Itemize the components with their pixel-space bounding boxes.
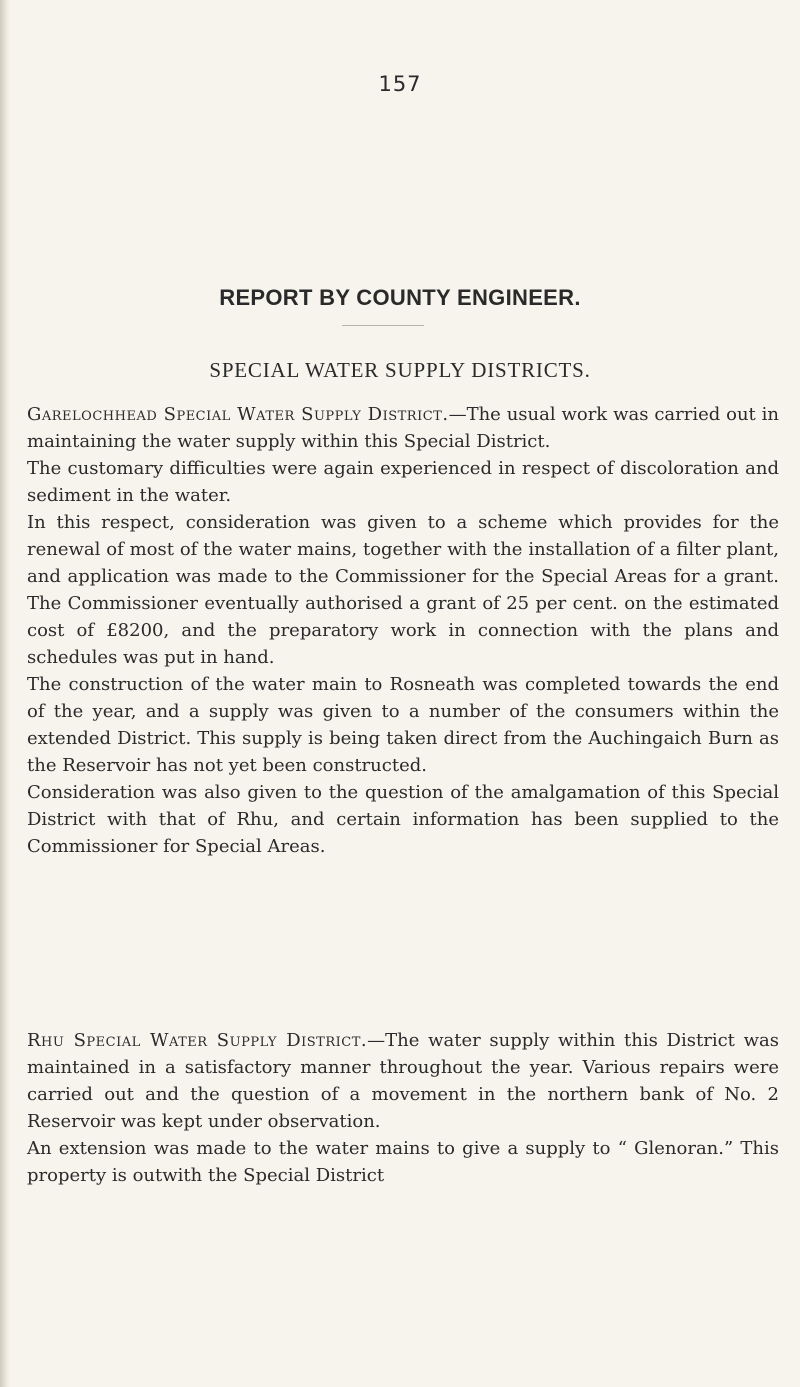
binding-edge [0, 0, 10, 1387]
section-heading: SPECIAL WATER SUPPLY DISTRICTS. [209, 358, 591, 382]
garelochhead-section [27, 401, 779, 860]
garelochhead-paragraph: The customary difficulties were again experienced in respect of discoloration and sediment in the water. [27, 458, 779, 506]
rhu-lead: —The water supply within this District was maintained in a satisfactory manner throughout the year. Various repairs were carried out and the question of a movement in the northern bank of No. 2 Reservoir was kept under observation. [27, 1030, 779, 1132]
rhu-paragraph: An extension was made to the water mains to give a supply to “ Glenoran.” This property is outwith the Special District [27, 1138, 779, 1186]
garelochhead-heading: Garelochhead Special Water Supply District. [27, 404, 449, 425]
garelochhead-paragraph: In this respect, consideration was given to a scheme which provides for the renewal of most of the water mains, together with the installation of a filter plant, and application was made to the Commissioner for the Special Areas for a grant. The Commissioner eventually authorised a grant of 25 per cent. on the estimated cost of £8200, and the preparatory work in connection with the plans and schedules was put in hand. [27, 512, 779, 668]
rhu-section [27, 1027, 779, 1189]
garelochhead-paragraph: Consideration was also given to the question of the amalgamation of this Special District with that of Rhu, and certain information has been supplied to the Commissioner for Special Areas. [27, 782, 779, 857]
page-number: 157 [378, 72, 422, 96]
rhu-lead-paragraph [27, 1027, 779, 1135]
title-divider [342, 325, 424, 326]
garelochhead-paragraph: The construction of the water main to Rosneath was completed towards the end of the year, and a supply was given to a number of the consumers within the extended District. This supply is being taken direct from the Auchingaich Burn as the Reservoir has not yet been constructed. [27, 674, 779, 776]
report-title: REPORT BY COUNTY ENGINEER. [219, 285, 581, 310]
garelochhead-lead-paragraph [27, 401, 779, 455]
rhu-heading: Rhu Special Water Supply District. [27, 1030, 368, 1051]
garelochhead-lead: —The usual work was carried out in maintaining the water supply within this Special District. [27, 404, 780, 452]
